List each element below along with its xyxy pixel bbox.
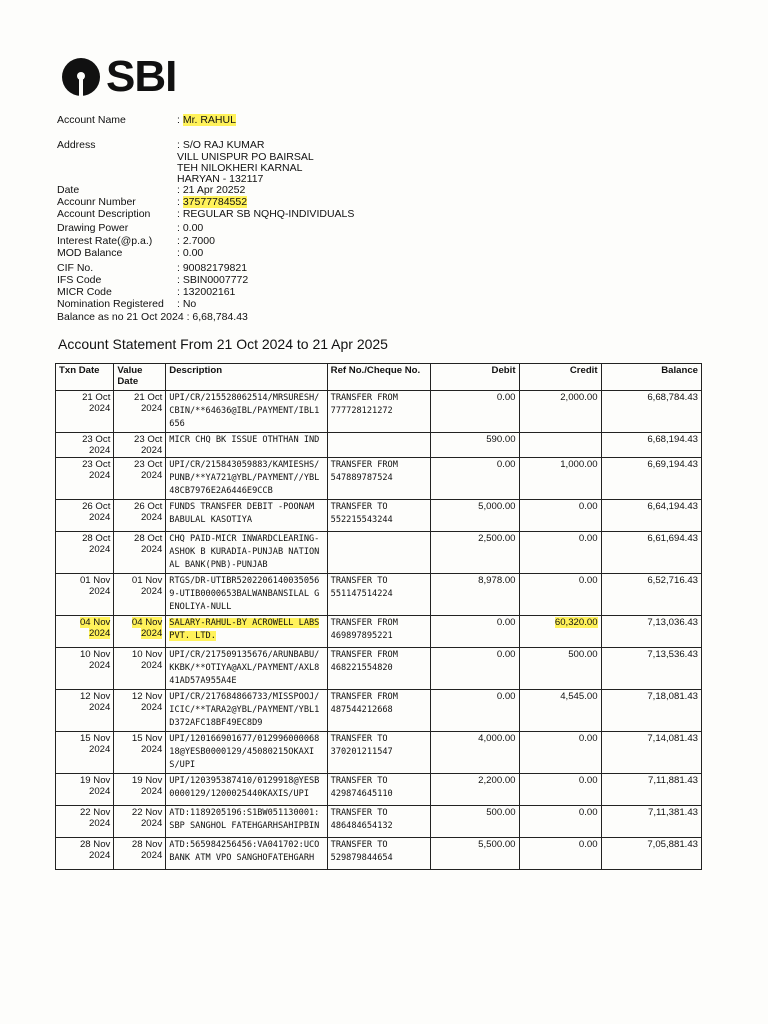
ref-cell: TRANSFER FROM 777728121272 xyxy=(327,391,431,433)
debit-cell: 0.00 xyxy=(431,391,519,433)
txn-date-cell: 04 Nov 2024 xyxy=(56,616,114,648)
table-row xyxy=(56,732,702,774)
txn-date-cell: 21 Oct 2024 xyxy=(56,391,114,433)
table-row xyxy=(56,500,702,532)
ref-cell: TRANSFER TO 486484654132 xyxy=(327,806,431,838)
ref-cell: TRANSFER FROM 487544212668 xyxy=(327,690,431,732)
value-date-cell: 19 Nov 2024 xyxy=(114,774,166,806)
ref-cell: TRANSFER FROM 468221554820 xyxy=(327,648,431,690)
value-date-cell: 22 Nov 2024 xyxy=(114,806,166,838)
account-field-label: MOD Balance xyxy=(57,247,123,259)
account-field-value: : 37577784552 xyxy=(177,196,248,208)
table-row xyxy=(56,433,702,458)
description-cell: UPI/CR/215528062514/MRSURESH/CBIN/**64636@IBL/PAYMENT/IBL1656 xyxy=(166,391,327,433)
column-header: Balance xyxy=(601,364,701,391)
account-field-value: : Mr. RAHUL xyxy=(177,114,236,126)
txn-date-cell: 12 Nov 2024 xyxy=(56,690,114,732)
ref-cell xyxy=(327,433,431,458)
txn-date-cell: 01 Nov 2024 xyxy=(56,574,114,616)
description-cell: RTGS/DR-UTIBR52022061400350569-UTIB0000653BALWANBANSILAL GENOLIYA-NULL xyxy=(166,574,327,616)
account-field-label: Accounr Number xyxy=(57,196,136,208)
debit-cell: 5,500.00 xyxy=(431,838,519,870)
ref-cell: TRANSFER TO 551147514224 xyxy=(327,574,431,616)
account-field-value: : 132002161 xyxy=(177,286,236,298)
column-header: Credit xyxy=(519,364,601,391)
column-header: Description xyxy=(166,364,327,391)
column-header: Debit xyxy=(431,364,519,391)
credit-cell: 0.00 xyxy=(519,838,601,870)
debit-cell: 0.00 xyxy=(431,458,519,500)
balance-cell: 7,11,381.43 xyxy=(601,806,701,838)
description-cell: FUNDS TRANSFER DEBIT -POONAM BABULAL KASOTIYA xyxy=(166,500,327,532)
txn-date-cell: 22 Nov 2024 xyxy=(56,806,114,838)
statement-title: Account Statement From 21 Oct 2024 to 21 Apr 2025 xyxy=(58,336,388,352)
balance-cell: 6,64,194.43 xyxy=(601,500,701,532)
balance-cell: 6,68,194.43 xyxy=(601,433,701,458)
value-date-cell: 12 Nov 2024 xyxy=(114,690,166,732)
debit-cell: 4,000.00 xyxy=(431,732,519,774)
credit-cell xyxy=(519,433,601,458)
account-field-label: Nomination Registered xyxy=(57,298,164,310)
debit-cell: 500.00 xyxy=(431,806,519,838)
balance-cell: 6,52,716.43 xyxy=(601,574,701,616)
balance-cell: 6,69,194.43 xyxy=(601,458,701,500)
debit-cell: 590.00 xyxy=(431,433,519,458)
credit-cell: 0.00 xyxy=(519,574,601,616)
credit-cell: 0.00 xyxy=(519,806,601,838)
account-field-label: Account Description xyxy=(57,208,151,220)
account-field-label: IFS Code xyxy=(57,274,102,286)
table-row xyxy=(56,838,702,870)
txn-date-cell: 28 Nov 2024 xyxy=(56,838,114,870)
description-cell: UPI/CR/217509135676/ARUNBABU/KKBK/**OTIYA@AXL/PAYMENT/AXL841AD57A955A4E xyxy=(166,648,327,690)
credit-cell: 4,545.00 xyxy=(519,690,601,732)
account-field-label: Address xyxy=(57,139,96,151)
value-date-cell: 04 Nov 2024 xyxy=(114,616,166,648)
account-field-label: Interest Rate(@p.a.) xyxy=(57,235,153,247)
table-body xyxy=(56,391,702,870)
table-row xyxy=(56,616,702,648)
account-field-value: : 21 Apr 20252 xyxy=(177,184,246,196)
account-field-value: : REGULAR SB NQHQ-INDIVIDUALS xyxy=(177,208,355,220)
account-field-label: Drawing Power xyxy=(57,222,129,234)
credit-cell: 0.00 xyxy=(519,774,601,806)
description-cell: MICR CHQ BK ISSUE OTHTHAN IND xyxy=(166,433,327,458)
ref-cell: TRANSFER FROM 469897895221 xyxy=(327,616,431,648)
sbi-logo-icon xyxy=(62,58,100,96)
credit-cell: 0.00 xyxy=(519,732,601,774)
debit-cell: 0.00 xyxy=(431,648,519,690)
account-field-value: : 90082179821 xyxy=(177,262,248,274)
account-field-label: MICR Code xyxy=(57,286,112,298)
balance-cell: 7,05,881.43 xyxy=(601,838,701,870)
value-date-cell: 26 Oct 2024 xyxy=(114,500,166,532)
description-cell: UPI/CR/215843059883/KAMIESHS/PUNB/**YA721@YBL/PAYMENT//YBL48CB7976E2A6446E9CCB xyxy=(166,458,327,500)
column-header: Ref No./Cheque No. xyxy=(327,364,431,391)
credit-cell: 0.00 xyxy=(519,500,601,532)
description-cell: ATD:565984256456:VA041702:UCO BANK ATM VPO SANGHOFATEHGARH xyxy=(166,838,327,870)
description-cell: UPI/120395387410/0129918@YESB0000129/1200025440KAXIS/UPI xyxy=(166,774,327,806)
table-row xyxy=(56,648,702,690)
balance-cell: 7,13,036.43 xyxy=(601,616,701,648)
table-row xyxy=(56,532,702,574)
account-field-value: : S/O RAJ KUMAR xyxy=(177,139,265,151)
ref-cell: TRANSFER FROM 547889787524 xyxy=(327,458,431,500)
balance-cell: 7,13,536.43 xyxy=(601,648,701,690)
transactions-table xyxy=(55,363,702,870)
ref-cell: TRANSFER TO 370201211547 xyxy=(327,732,431,774)
credit-cell: 0.00 xyxy=(519,532,601,574)
debit-cell: 8,978.00 xyxy=(431,574,519,616)
account-field-label: Date xyxy=(57,184,80,196)
txn-date-cell: 19 Nov 2024 xyxy=(56,774,114,806)
balance-cell: 7,11,881.43 xyxy=(601,774,701,806)
column-header: Value Date xyxy=(114,364,166,391)
debit-cell: 2,200.00 xyxy=(431,774,519,806)
txn-date-cell: 23 Oct 2024 xyxy=(56,433,114,458)
value-date-cell: 10 Nov 2024 xyxy=(114,648,166,690)
account-field-value: : 0.00 xyxy=(177,222,204,234)
balance-cell: 7,18,081.43 xyxy=(601,690,701,732)
value-date-cell: 28 Oct 2024 xyxy=(114,532,166,574)
account-field-value: : 0.00 xyxy=(177,247,204,259)
value-date-cell: 01 Nov 2024 xyxy=(114,574,166,616)
value-date-cell: 23 Oct 2024 xyxy=(114,458,166,500)
balance-cell: 6,61,694.43 xyxy=(601,532,701,574)
description-cell: ATD:1189205196:S1BW051130001:SBP SANGHOL FATEHGARHSAHIPBIN xyxy=(166,806,327,838)
bank-name: SBI xyxy=(106,52,177,101)
table-row xyxy=(56,806,702,838)
account-field-value: : No xyxy=(177,298,197,310)
txn-date-cell: 26 Oct 2024 xyxy=(56,500,114,532)
credit-cell: 500.00 xyxy=(519,648,601,690)
txn-date-cell: 23 Oct 2024 xyxy=(56,458,114,500)
debit-cell: 2,500.00 xyxy=(431,532,519,574)
account-field-value: HARYAN - 132117 xyxy=(177,173,264,185)
description-cell: UPI/CR/217684866733/MISSPOOJ/ICIC/**TARA2@YBL/PAYMENT/YBL1D372AFC18BF49EC8D9 xyxy=(166,690,327,732)
column-header: Txn Date xyxy=(56,364,114,391)
txn-date-cell: 28 Oct 2024 xyxy=(56,532,114,574)
ref-cell xyxy=(327,532,431,574)
debit-cell: 5,000.00 xyxy=(431,500,519,532)
value-date-cell: 28 Nov 2024 xyxy=(114,838,166,870)
description-cell: CHQ PAID-MICR INWARDCLEARING-ASHOK B KURADIA-PUNJAB NATIONAL BANK(PNB)-PUNJAB xyxy=(166,532,327,574)
debit-cell: 0.00 xyxy=(431,690,519,732)
credit-cell: 1,000.00 xyxy=(519,458,601,500)
sbi-logo xyxy=(62,52,177,101)
txn-date-cell: 15 Nov 2024 xyxy=(56,732,114,774)
description-cell: UPI/120166901677/01299600006818@YESB0000129/45080215OKAXIS/UPI xyxy=(166,732,327,774)
credit-cell: 60,320.00 xyxy=(519,616,601,648)
description-cell: SALARY-RAHUL-BY ACROWELL LABS PVT. LTD. xyxy=(166,616,327,648)
balance-cell: 7,14,081.43 xyxy=(601,732,701,774)
table-row xyxy=(56,391,702,433)
account-field-label: Account Name xyxy=(57,114,126,126)
table-row xyxy=(56,774,702,806)
account-field-label: CIF No. xyxy=(57,262,94,274)
txn-date-cell: 10 Nov 2024 xyxy=(56,648,114,690)
debit-cell: 0.00 xyxy=(431,616,519,648)
account-field-value: TEH NILOKHERI KARNAL xyxy=(177,162,303,174)
credit-cell: 2,000.00 xyxy=(519,391,601,433)
account-field-value: : 2.7000 xyxy=(177,235,215,247)
table-row xyxy=(56,458,702,500)
value-date-cell: 15 Nov 2024 xyxy=(114,732,166,774)
ref-cell: TRANSFER TO 429874645110 xyxy=(327,774,431,806)
balance-cell: 6,68,784.43 xyxy=(601,391,701,433)
ref-cell: TRANSFER TO 529879844654 xyxy=(327,838,431,870)
value-date-cell: 21 Oct 2024 xyxy=(114,391,166,433)
table-row xyxy=(56,574,702,616)
table-header-row xyxy=(56,364,702,391)
ref-cell: TRANSFER TO 552215543244 xyxy=(327,500,431,532)
value-date-cell: 23 Oct 2024 xyxy=(114,433,166,458)
account-field-value: VILL UNISPUR PO BAIRSAL xyxy=(177,151,314,163)
account-field-value: : SBIN0007772 xyxy=(177,274,249,286)
table-row xyxy=(56,690,702,732)
